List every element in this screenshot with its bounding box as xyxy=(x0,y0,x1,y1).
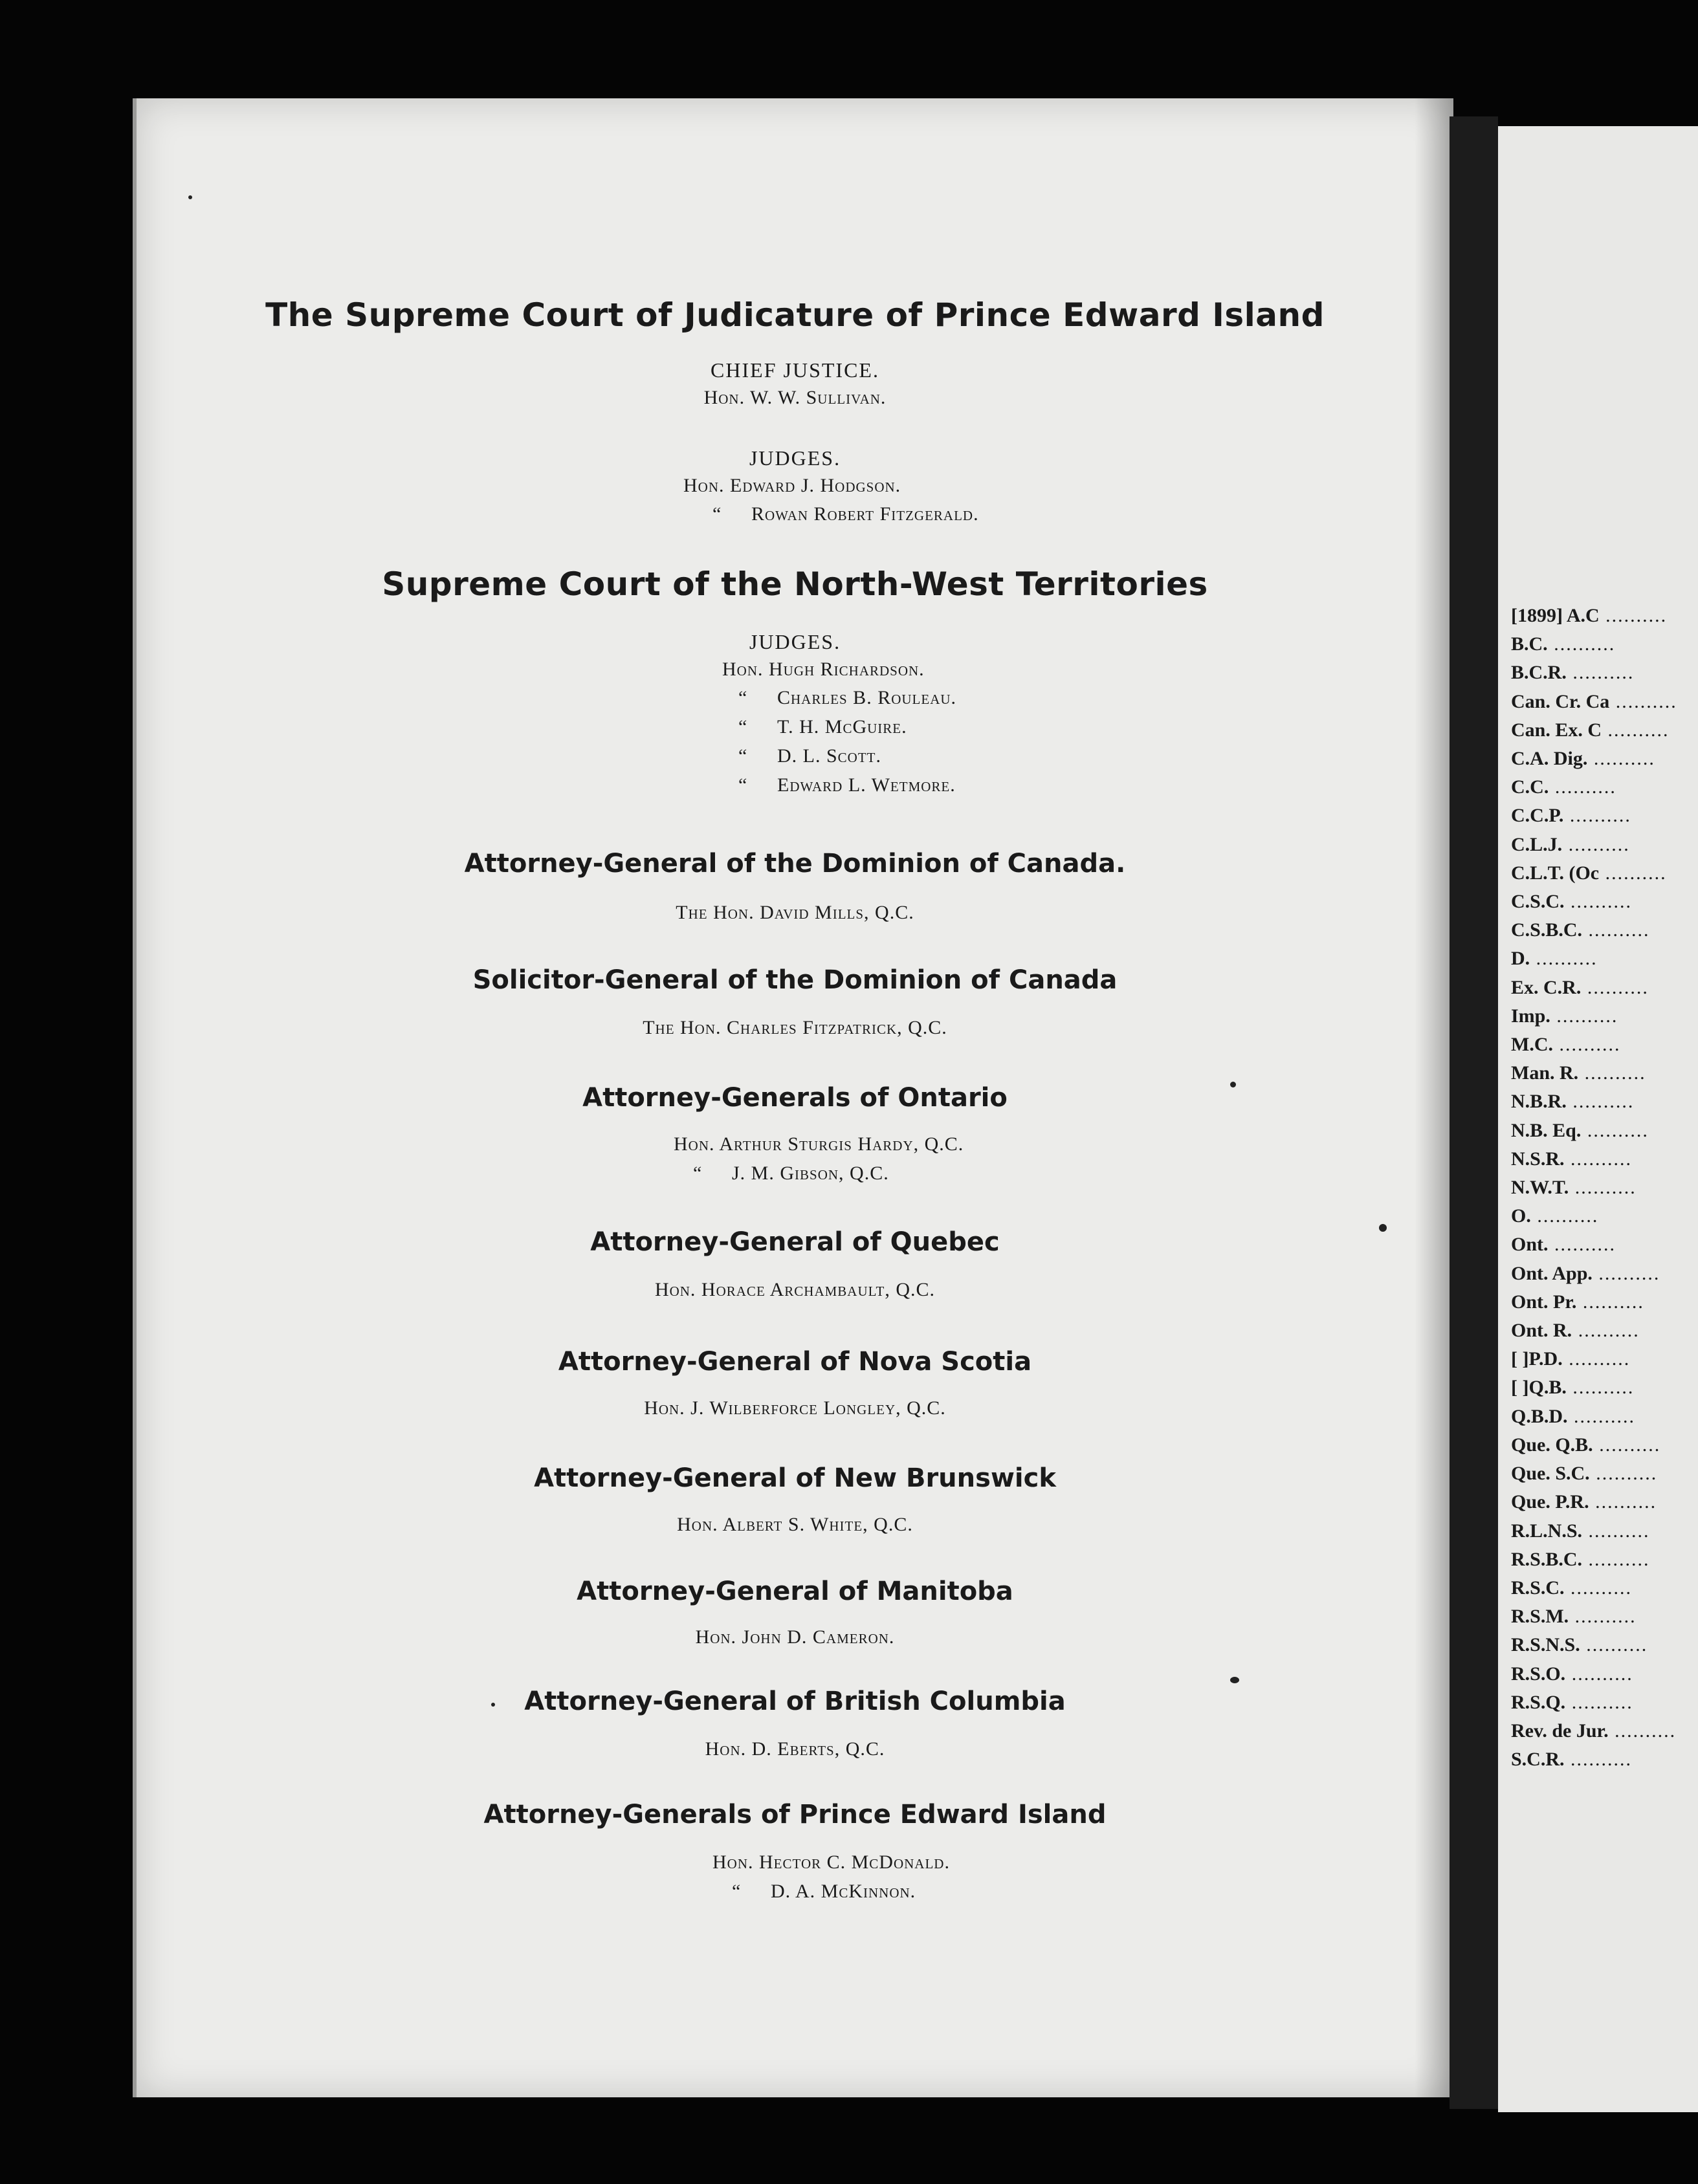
abbreviation-entry: D. .......... xyxy=(1511,948,1598,970)
nwt-judge-3: “ T. H. McGuire. xyxy=(738,716,907,737)
ditto-mark: “ xyxy=(693,1163,703,1184)
abbreviation-entry: Ont. Pr. .......... xyxy=(1511,1291,1644,1313)
nwt-judge-1: Hon. Hugh Richardson. xyxy=(722,659,925,680)
abbreviation-entry: R.S.O. .......... xyxy=(1511,1663,1633,1685)
solicitor-general-canada-heading: Solicitor-General of the Dominion of Canada xyxy=(472,965,1118,995)
abbreviation-entry: C.S.B.C. .......... xyxy=(1511,919,1650,941)
abbreviation-entry: Ont. R. .......... xyxy=(1511,1320,1640,1342)
abbreviation-entry: C.C.P. .......... xyxy=(1511,805,1631,827)
abbreviation-entry: O. .......... xyxy=(1511,1205,1599,1227)
attorney-general-british-columbia-heading: Attorney-General of British Columbia xyxy=(524,1687,1066,1716)
ditto-mark: “ xyxy=(738,745,748,767)
abbreviation-entry: B.C. .......... xyxy=(1511,633,1616,655)
nwt-judge-2: “ Charles B. Rouleau. xyxy=(738,687,957,708)
abbreviation-entry: Que. P.R. .......... xyxy=(1511,1491,1657,1513)
attorney-general-ontario-heading: Attorney-Generals of Ontario xyxy=(582,1083,1008,1113)
abbreviation-entry: Q.B.D. .......... xyxy=(1511,1405,1636,1427)
book-gutter xyxy=(1450,116,1498,2109)
abbreviation-entry: [ ]Q.B. .......... xyxy=(1511,1377,1635,1399)
solicitor-general-canada-name: The Hon. Charles Fitzpatrick, Q.C. xyxy=(643,1017,947,1038)
abbreviation-entry: S.C.R. .......... xyxy=(1511,1749,1633,1771)
left-page xyxy=(133,98,1453,2097)
abbreviation-entry: C.S.C. .......... xyxy=(1511,891,1633,913)
ditto-mark: “ xyxy=(738,774,748,796)
attorney-general-pei-name-1: Hon. Hector C. McDonald. xyxy=(712,1851,950,1873)
speck xyxy=(1230,1677,1239,1683)
abbreviation-entry: C.L.J. .......... xyxy=(1511,833,1630,855)
attorney-general-british-columbia-name: Hon. D. Eberts, Q.C. xyxy=(705,1738,885,1760)
attorney-general-new-brunswick-heading: Attorney-General of New Brunswick xyxy=(534,1463,1056,1493)
abbreviation-entry: R.S.C. .......... xyxy=(1511,1577,1633,1599)
attorney-general-quebec-heading: Attorney-General of Quebec xyxy=(590,1227,1000,1257)
abbreviation-entry: R.S.Q. .......... xyxy=(1511,1691,1633,1713)
abbreviation-entry: Ont. App. .......... xyxy=(1511,1262,1660,1284)
abbreviation-entry: R.S.B.C. .......... xyxy=(1511,1548,1650,1570)
nwt-judge-4: “ D. L. Scott. xyxy=(738,745,882,767)
attorney-general-pei-name-2: “ D. A. McKinnon. xyxy=(732,1881,916,1902)
abbreviation-entry: C.L.T. (Oc .......... xyxy=(1511,862,1667,884)
attorney-general-nova-scotia-heading: Attorney-General of Nova Scotia xyxy=(558,1347,1032,1377)
abbreviation-entry: Rev. de Jur. .......... xyxy=(1511,1720,1677,1742)
abbreviation-entry: Que. S.C. .......... xyxy=(1511,1463,1658,1485)
abbreviation-entry: M.C. .......... xyxy=(1511,1034,1621,1056)
abbreviations-list xyxy=(1511,602,1677,1774)
ditto-mark: “ xyxy=(732,1881,742,1902)
abbreviation-entry: Que. Q.B. .......... xyxy=(1511,1434,1661,1456)
attorney-general-pei-heading: Attorney-Generals of Prince Edward Island xyxy=(483,1800,1107,1829)
speck xyxy=(491,1703,495,1707)
attorney-general-new-brunswick-name: Hon. Albert S. White, Q.C. xyxy=(677,1514,913,1535)
abbreviation-entry: Can. Ex. C .......... xyxy=(1511,719,1670,741)
abbreviation-entry: C.C. .......... xyxy=(1511,776,1616,798)
abbreviation-entry: Can. Cr. Ca .......... xyxy=(1511,690,1677,712)
abbreviation-entry: Imp. .......... xyxy=(1511,1005,1618,1027)
attorney-general-canada-heading: Attorney-General of the Dominion of Canada. xyxy=(464,849,1126,879)
pei-judge-2: “ Rowan Robert Fitzgerald. xyxy=(712,503,979,525)
attorney-general-quebec-name: Hon. Horace Archambault, Q.C. xyxy=(654,1279,936,1300)
abbreviation-entry: R.L.N.S. .......... xyxy=(1511,1520,1650,1542)
attorney-general-ontario-name-1: Hon. Arthur Sturgis Hardy, Q.C. xyxy=(674,1133,964,1155)
abbreviation-entry: N.W.T. .......... xyxy=(1511,1177,1637,1199)
speck xyxy=(1379,1224,1387,1232)
nwt-judge-5: “ Edward L. Wetmore. xyxy=(738,774,956,796)
abbreviation-entry: C.A. Dig. .......... xyxy=(1511,748,1655,770)
attorney-general-ontario-name-2: “ J. M. Gibson, Q.C. xyxy=(693,1163,889,1184)
attorney-general-canada-name: The Hon. David Mills, Q.C. xyxy=(676,902,914,923)
abbreviation-entry: N.B. Eq. .......... xyxy=(1511,1119,1649,1141)
ditto-mark: “ xyxy=(738,687,748,708)
abbreviation-entry: Man. R. .......... xyxy=(1511,1062,1646,1084)
attorney-general-manitoba-name: Hon. John D. Cameron. xyxy=(695,1626,895,1648)
nwt-court-heading: Supreme Court of the North-West Territories xyxy=(382,565,1208,603)
nwt-judges-label: JUDGES. xyxy=(749,630,841,653)
attorney-general-nova-scotia-name: Hon. J. Wilberforce Longley, Q.C. xyxy=(644,1397,946,1419)
chief-justice-name: Hon. W. W. Sullivan. xyxy=(703,387,887,408)
pei-court-heading: The Supreme Court of Judicature of Prince Edward Island xyxy=(265,296,1325,334)
abbreviation-entry: N.B.R. .......... xyxy=(1511,1091,1635,1113)
abbreviation-entry: R.S.M. .......... xyxy=(1511,1606,1637,1628)
ditto-mark: “ xyxy=(738,716,748,737)
speck xyxy=(188,195,192,199)
speck xyxy=(1230,1082,1236,1087)
abbreviation-entry: B.C.R. .......... xyxy=(1511,662,1635,684)
abbreviation-entry: Ont. .......... xyxy=(1511,1234,1616,1256)
pei-judges-label: JUDGES. xyxy=(749,446,841,470)
chief-justice-label: CHIEF JUSTICE. xyxy=(711,358,879,382)
abbreviation-entry: [ ]P.D. .......... xyxy=(1511,1348,1631,1370)
abbreviation-entry: Ex. C.R. .......... xyxy=(1511,976,1649,998)
pei-judge-1: Hon. Edward J. Hodgson. xyxy=(683,475,901,496)
abbreviation-entry: N.S.R. .......... xyxy=(1511,1148,1633,1170)
ditto-mark: “ xyxy=(712,503,722,525)
abbreviation-entry: [1899] A.C .......... xyxy=(1511,605,1668,626)
attorney-general-manitoba-heading: Attorney-General of Manitoba xyxy=(577,1577,1013,1606)
abbreviation-entry: R.S.N.S. .......... xyxy=(1511,1634,1648,1656)
